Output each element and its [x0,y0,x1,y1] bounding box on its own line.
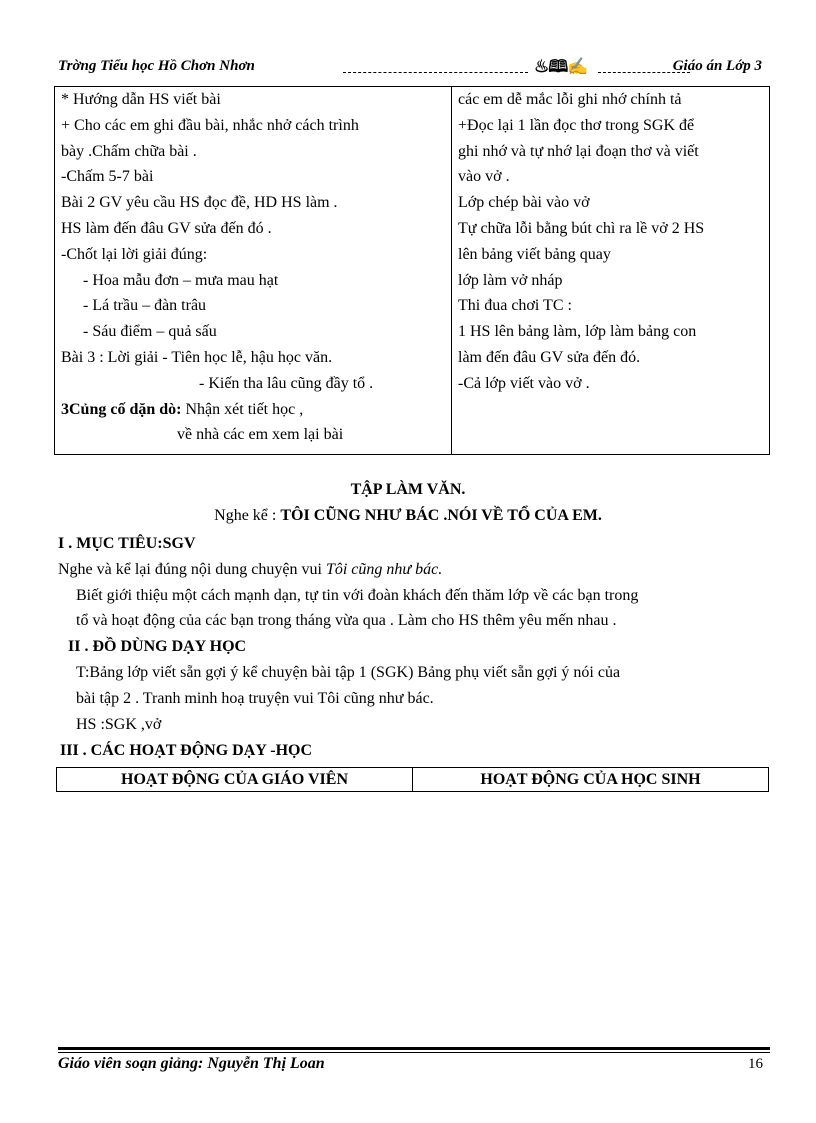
list-item: bày .Chấm chữa bài . [61,142,197,160]
list-item: + Cho các em ghi đầu bài, nhắc nhở cách trình [61,116,359,134]
paragraph: tổ và hoạt động của các bạn trong tháng vừa qua . Làm cho HS thêm yêu mến nhau . [76,612,617,629]
page-number: 16 [748,1056,763,1072]
list-item: -Chấm 5-7 bài [61,168,154,186]
list-item: về nhà các em xem lại bài [177,426,344,444]
consolidation-label: 3Củng cố dặn dò: [61,400,182,418]
list-item [61,397,447,423]
lesson-plan-label: Giáo án Lớp 3 [672,58,762,74]
list-item: - Hoa mẫu đơn – mưa mau hạt [83,271,279,289]
footer-divider [58,1052,770,1053]
header-divider [343,72,528,73]
paragraph: bài tập 2 . Tranh minh hoạ truyện vui Tôi cũng như bác. [76,690,434,707]
footer-author: Giáo viên soạn giảng: Nguyễn Thị Loan [58,1055,325,1072]
story-title: Tôi cũng như bác. [325,561,443,578]
column-header-student: HOẠT ĐỘNG CỦA HỌC SINH [413,768,769,792]
paragraph: HS :SGK ,vở [76,716,162,733]
list-item: HS làm đến đâu GV sửa đến đó . [61,219,272,237]
footer-divider [58,1047,770,1050]
section-subtitle [0,507,816,525]
activity-table [54,86,770,455]
list-item: Bài 3 : Lời giải - Tiên học lễ, hậu học văn. [61,348,333,366]
paragraph: Biết giới thiệu một cách mạnh dạn, tự tin với đoàn khách đến thăm lớp về các bạn trong [76,587,639,604]
section-title: TẬP LÀM VĂN. [350,481,466,498]
page-header [58,56,770,80]
ornament-icon: ♨🕮✍ [534,57,588,76]
list-item: +Đọc lại 1 lần đọc thơ trong SGK để [458,116,695,134]
teacher-column [55,87,452,455]
list-item: -Chốt lại lời giải đúng: [61,245,208,263]
heading-materials: II . ĐỒ DÙNG DẠY HỌC [68,638,247,655]
list-item: lớp làm vở nháp [458,271,563,289]
paragraph: T:Bảng lớp viết sẵn gợi ý kể chuyện bài tập 1 (SGK) Bảng phụ viết sẵn gợi ý nói của [76,664,621,681]
heading-objectives: I . MỤC TIÊU:SGV [58,535,196,552]
heading-activities: III . CÁC HOẠT ĐỘNG DẠY -HỌC [60,742,313,759]
list-item: - Kiến tha lâu cũng đầy tổ . [199,374,374,392]
subtitle-prefix: Nghe kể : [214,507,281,524]
subtitle-bold: TÔI CŨNG NHƯ BÁC .NÓI VỀ TỔ CỦA EM. [280,507,602,524]
list-item: - Sáu điểm – quả sấu [83,323,217,341]
list-item: Tự chữa lỗi bằng bút chì ra lề vở 2 HS [458,219,705,237]
list-item: Bài 2 GV yêu cầu HS đọc đề, HD HS làm . [61,194,338,212]
school-name: Trờng Tiểu học Hồ Chơn Nhơn [58,58,255,74]
list-item: * Hướng dẫn HS viết bài [61,91,221,108]
list-item: - Lá trầu – đàn trâu [83,297,207,315]
list-item: ghi nhớ và tự nhớ lại đoạn thơ và viết [458,142,699,160]
list-item: Thi đua chơi TC : [458,297,572,315]
list-item: lên bảng viết bảng quay [458,245,611,263]
activities-header-table [56,767,769,792]
column-header-teacher: HOẠT ĐỘNG CỦA GIÁO VIÊN [57,768,413,792]
student-column [452,87,770,455]
list-item: làm đến đâu GV sửa đến đó. [458,348,641,366]
list-item: 1 HS lên bảng làm, lớp làm bảng con [458,323,697,341]
list-item: các em dễ mắc lỗi ghi nhớ chính tả [458,91,682,108]
list-item: Lớp chép bài vào vở [458,194,590,212]
consolidation-text: Nhận xét tiết học , [181,400,304,418]
list-item: vào vở . [458,168,510,186]
paragraph-text: Nghe và kể lại đúng nội dung chuyện vui [58,561,326,578]
paragraph [58,561,442,579]
list-item: -Cả lớp viết vào vở . [458,374,590,392]
